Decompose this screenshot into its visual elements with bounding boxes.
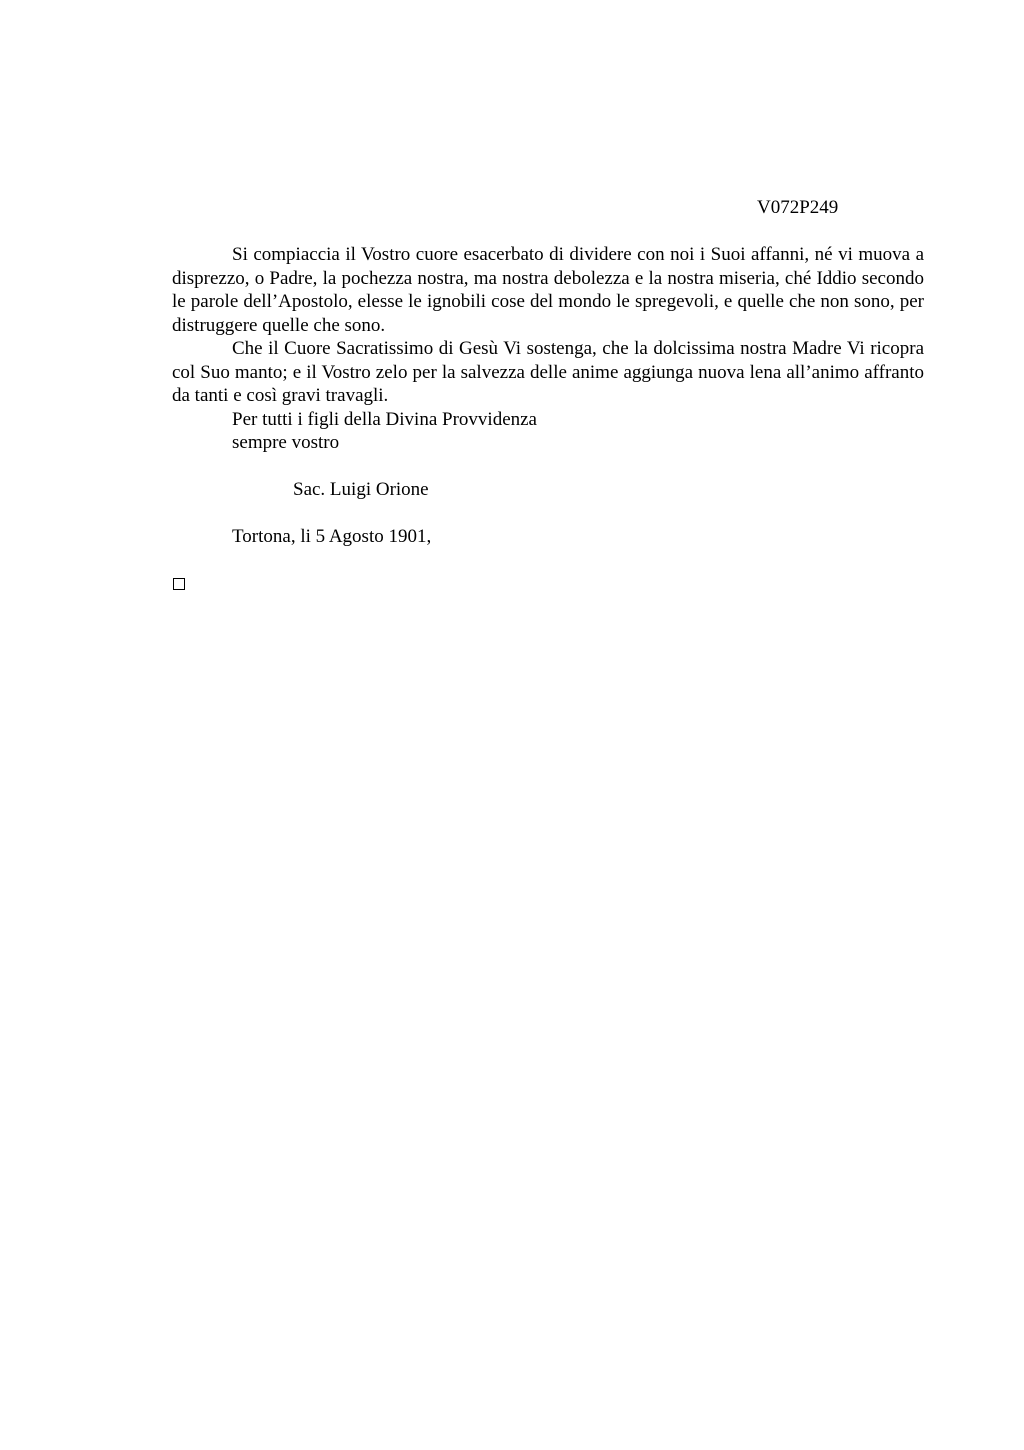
closing-line: Per tutti i figli della Divina Provvidenza (232, 408, 537, 430)
letter-body (172, 243, 924, 549)
closing-line: sempre vostro (232, 432, 340, 453)
paragraph: Che il Cuore Sacratissimo di Gesù Vi sostenga, che la dolcissima nostra Madre Vi ricopra col Suo manto; e il Vostro zelo per la salvezza delle anime aggiunga nuova lena all’animo affranto da tanti e così gravi travagli. (172, 338, 924, 406)
page-reference: V072P249 (757, 197, 839, 218)
empty-square-icon (173, 578, 185, 590)
paragraph: Si compiaccia il Vostro cuore esacerbato di dividere con noi i Suoi affanni, né vi muova a disprezzo, o Padre, la pochezza nostra, ma nostra debolezza e la nostra miseria, ché Iddio secondo le parole dell’Apostolo, elesse le ignobili cose del mondo le spregevoli, e quelle che non sono, per distruggere quelle che sono. (172, 244, 924, 336)
signature: Sac. Luigi Orione (293, 479, 429, 500)
place-date: Tortona, li 5 Agosto 1901, (232, 526, 432, 547)
